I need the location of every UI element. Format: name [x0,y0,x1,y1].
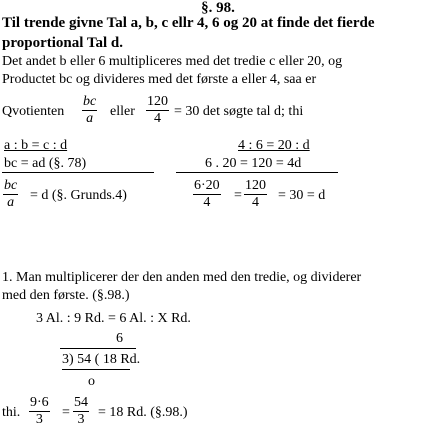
qvotient-suffix: = 30 det søgte tal d; thi [174,104,304,119]
fraction-54-over-3 [73,395,89,428]
fraction-9x6-over-3 [29,395,50,428]
title-line-1: Til trende givne Tal a, b, c ellr 4, 6 og 20 at finde det fierde [2,15,375,31]
title-line-2: proportional Tal d. [2,35,124,51]
qvotient-eller: eller [110,104,135,119]
fraction-numerator: bc [83,94,97,109]
example-line-2: med den første. (§.98.) [2,288,130,303]
example-remainder: o [88,374,95,389]
final-equals: = [62,405,70,420]
fraction-numerator: 9·6 [30,395,49,410]
fraction-120-over-4 [146,94,169,127]
right-rule [176,172,338,173]
section-heading: §. 98. [201,0,235,16]
fraction-numerator: 120 [147,94,168,109]
paragraph-line-2: Productet bc og divideres med det første a eller 4, saa er [2,72,317,87]
left-product-equation: bc = ad (§. 78) [4,156,87,171]
final-prefix: thi. [2,405,21,420]
right-product-equation: 6 . 20 = 120 = 4d [205,156,302,171]
fraction-6x20-over-4 [193,178,221,211]
right-proportion: 4 : 6 = 20 : d [238,138,310,153]
fraction-numerator: 54 [74,395,88,410]
left-result-text: = d (§. Grunds.4) [30,188,127,203]
left-rule [2,172,154,173]
example-multiplier: 6 [116,331,123,346]
multiplier-rule [60,348,136,349]
fraction-numerator: bc [4,178,18,193]
fraction-120-over-4-right [244,178,267,211]
final-tail: = 18 Rd. (§.98.) [98,405,188,420]
fraction-denominator: a [86,111,94,126]
fraction-denominator: 4 [154,111,161,126]
right-equals: = [234,188,242,203]
division-rule [62,369,130,370]
fraction-denominator: a [7,195,15,210]
fraction-bc-over-a-left [3,178,18,211]
fraction-denominator: 3 [35,412,43,427]
qvotient-prefix: Qvotienten [2,104,65,119]
right-tail: = 30 = d [278,188,326,203]
example-line-1: 1. Man multiplicerer der den anden med den tredie, og dividerer [2,270,362,285]
fraction-denominator: 3 [77,412,85,427]
paragraph-line-1: Det andet b eller 6 multipliceres med det tredie c eller 20, og [2,54,343,69]
example-proportion: 3 Al. : 9 Rd. = 6 Al. : X Rd. [36,311,191,326]
fraction-denominator: 4 [252,195,259,210]
fraction-numerator: 120 [245,178,266,193]
fraction-bc-over-a [82,94,97,127]
fraction-numerator: 6·20 [194,178,220,193]
example-division: 3) 54 ( 18 Rd. [62,352,141,367]
left-proportion: a : b = c : d [4,138,68,153]
fraction-denominator: 4 [203,195,211,210]
